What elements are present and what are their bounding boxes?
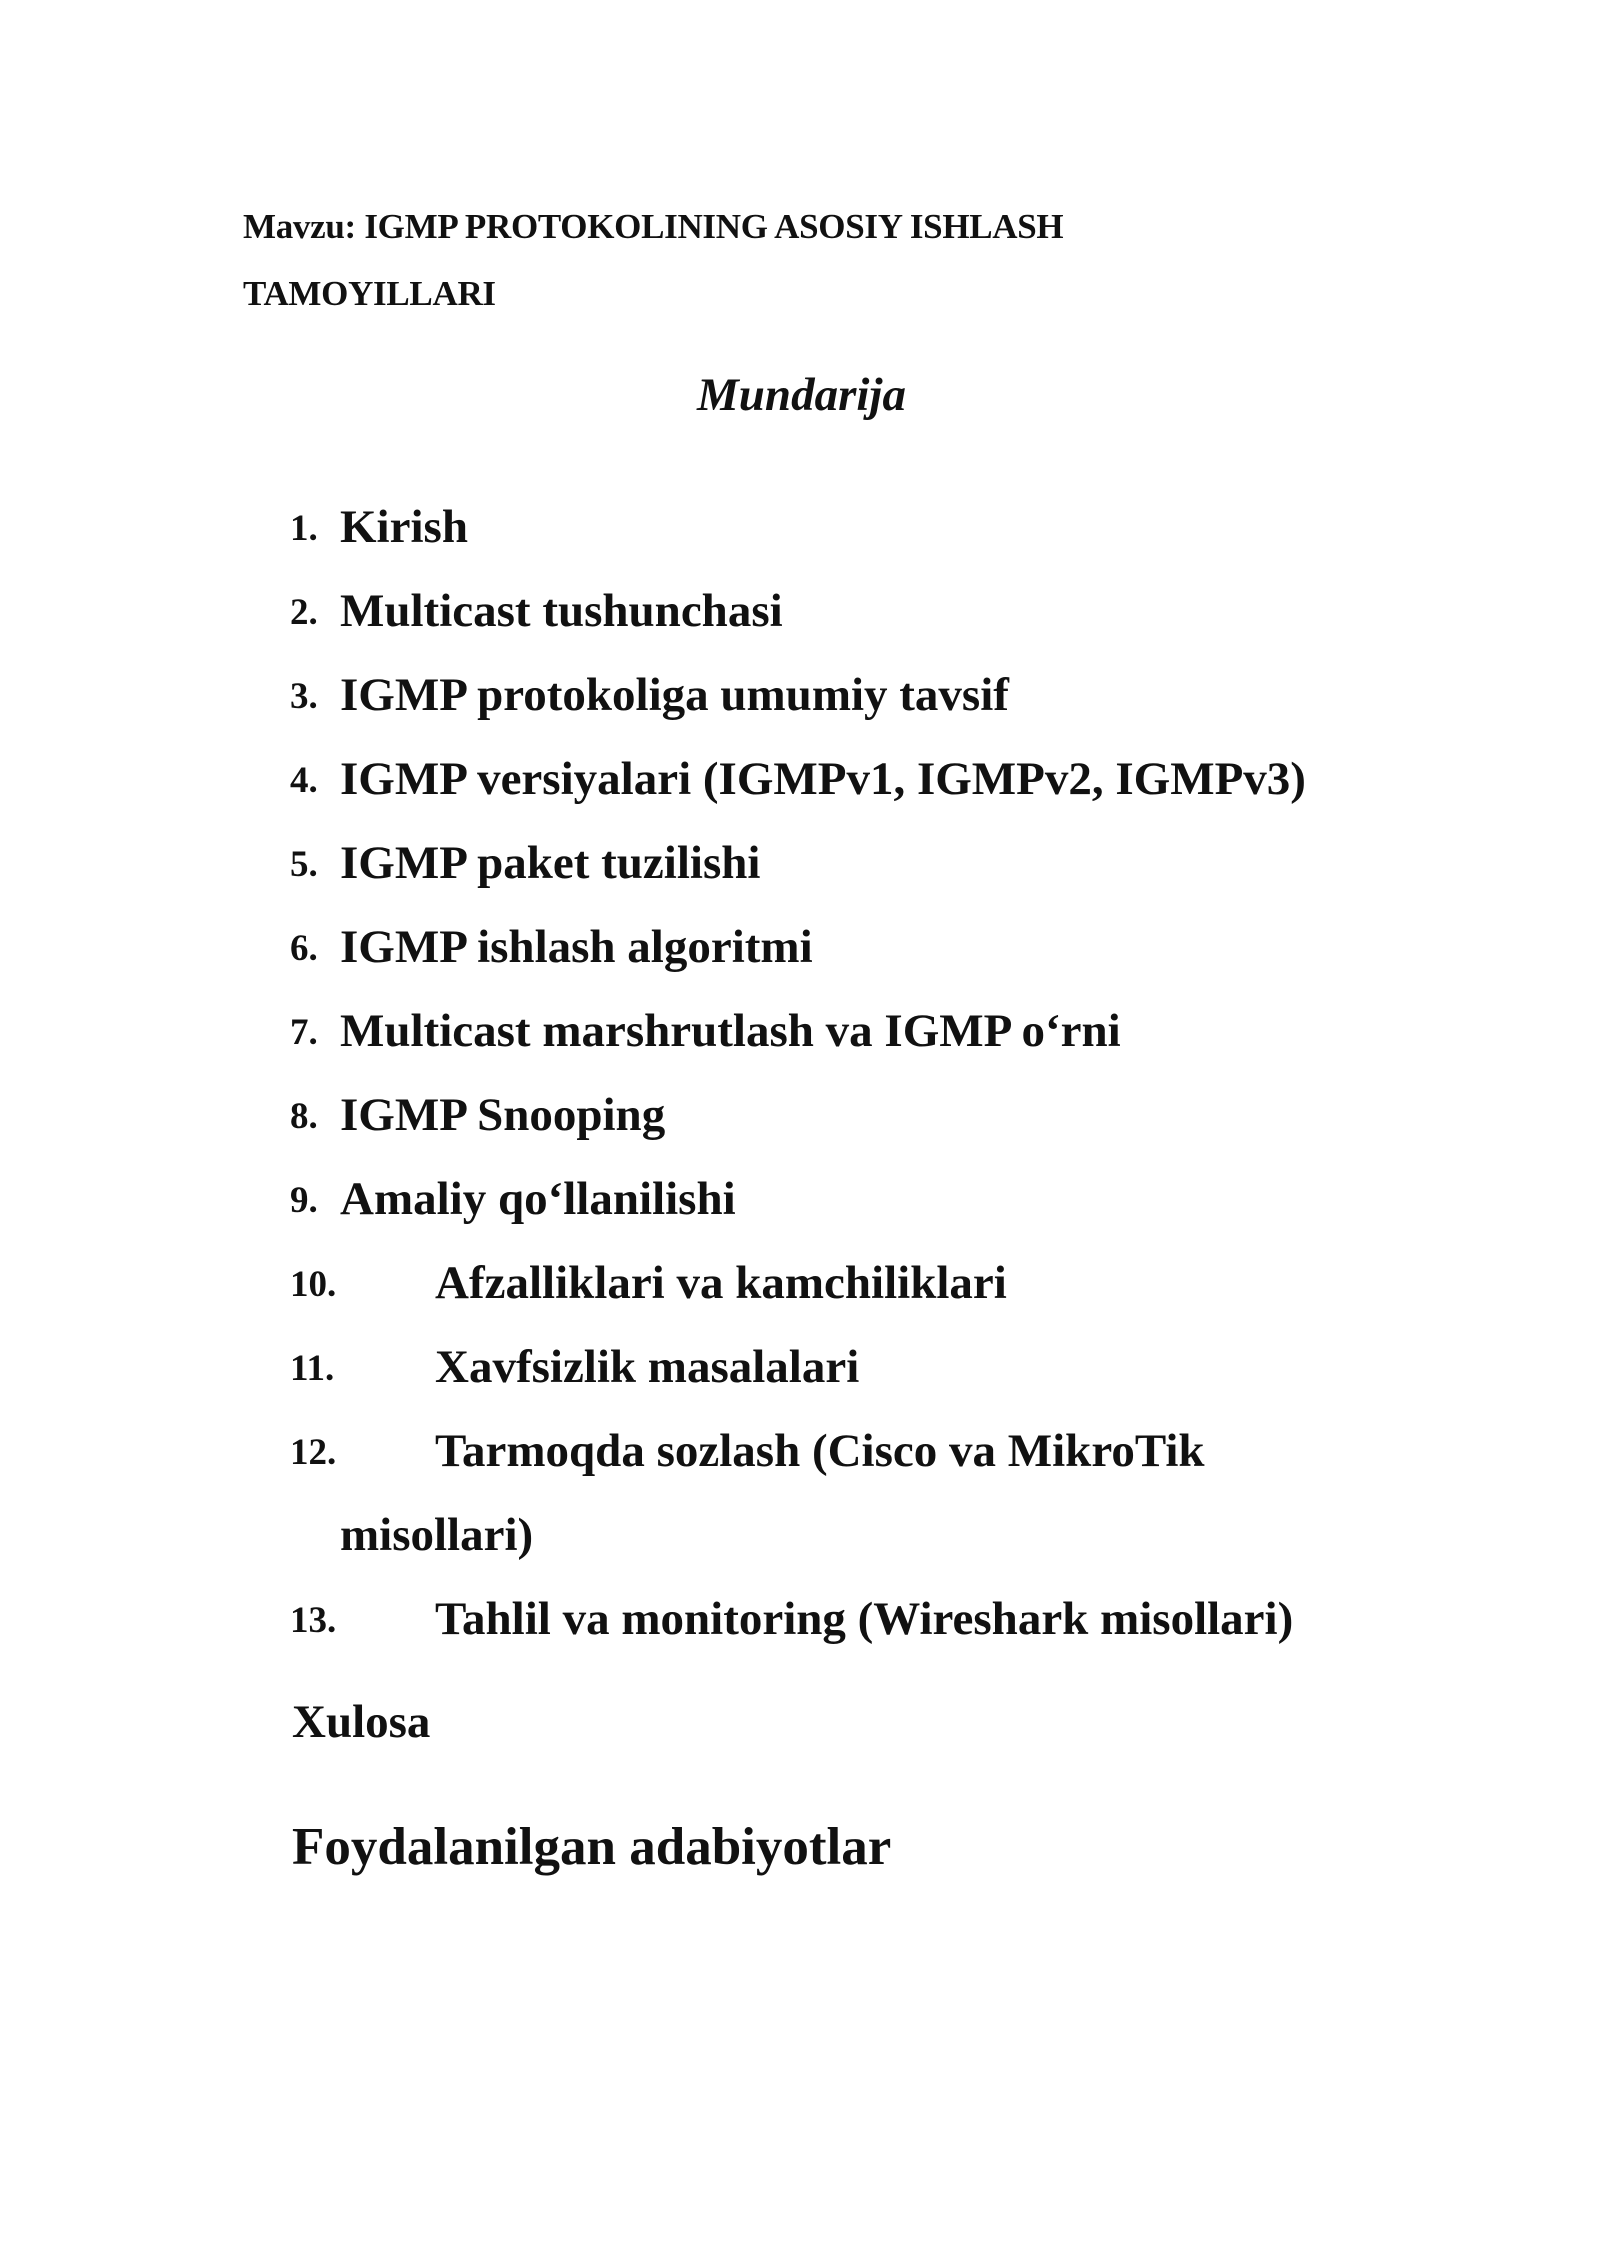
toc-item-number: 4. <box>290 760 318 801</box>
toc-item <box>290 989 1490 1073</box>
toc-item-number: 1. <box>290 508 318 549</box>
toc-item-text: IGMP protokoliga umumiy tavsif <box>340 669 1009 721</box>
toc-item <box>290 485 1490 569</box>
toc-item <box>290 653 1490 737</box>
toc-item-text: Amaliy qo‘llanilishi <box>340 1173 736 1225</box>
toc-item-number: 8. <box>290 1096 318 1137</box>
toc-item-number: 13. <box>290 1600 337 1641</box>
subject-heading <box>243 193 1243 327</box>
toc-item <box>290 1241 1490 1325</box>
toc-item <box>290 1325 1490 1409</box>
conclusion-heading: Xulosa <box>292 1696 431 1748</box>
toc-item-text: Afzalliklari va kamchiliklari <box>435 1257 1007 1309</box>
toc-item-text: IGMP paket tuzilishi <box>340 837 761 889</box>
toc-title <box>0 365 1600 425</box>
toc-item-text-continuation: misollari) <box>340 1509 534 1561</box>
toc-item <box>290 737 1490 821</box>
subject-line-1: Mavzu: IGMP PROTOKOLINING ASOSIY ISHLASH <box>243 207 1064 246</box>
toc-item-number: 2. <box>290 592 318 633</box>
toc-item-text: Tahlil va monitoring (Wireshark misollari) <box>435 1593 1294 1645</box>
toc-item-number: 11. <box>290 1348 335 1389</box>
toc-item-text: IGMP ishlash algoritmi <box>340 921 813 973</box>
toc-list <box>290 485 1490 1661</box>
toc-item-number: 7. <box>290 1012 318 1053</box>
toc-item-number: 10. <box>290 1264 337 1305</box>
toc-item-text: Xavfsizlik masalalari <box>435 1341 860 1393</box>
toc-item-text: IGMP Snooping <box>340 1089 666 1141</box>
toc-item <box>290 905 1490 989</box>
toc-item-text: IGMP versiyalari (IGMPv1, IGMPv2, IGMPv3) <box>340 753 1306 805</box>
toc-item-number: 3. <box>290 676 318 717</box>
toc-item <box>290 1577 1490 1661</box>
toc-item-text: Kirish <box>340 501 468 553</box>
toc-item-number: 12. <box>290 1432 337 1473</box>
toc-item-text: Multicast marshrutlash va IGMP o‘rni <box>340 1005 1121 1057</box>
toc-item <box>290 569 1490 653</box>
toc-title-text: Mundarija <box>697 369 906 421</box>
toc-item-text: Tarmoqda sozlash (Cisco va MikroTik <box>435 1425 1205 1477</box>
toc-item-number: 9. <box>290 1180 318 1221</box>
toc-item <box>290 821 1490 905</box>
references-heading: Foydalanilgan adabiyotlar <box>292 1818 892 1876</box>
toc-item-text: Multicast tushunchasi <box>340 585 783 637</box>
toc-item-number: 5. <box>290 844 318 885</box>
subject-line-2: TAMOYILLARI <box>243 274 496 313</box>
toc-item <box>290 1073 1490 1157</box>
toc-item <box>290 1157 1490 1241</box>
toc-item <box>290 1409 1490 1577</box>
toc-item-number: 6. <box>290 928 318 969</box>
